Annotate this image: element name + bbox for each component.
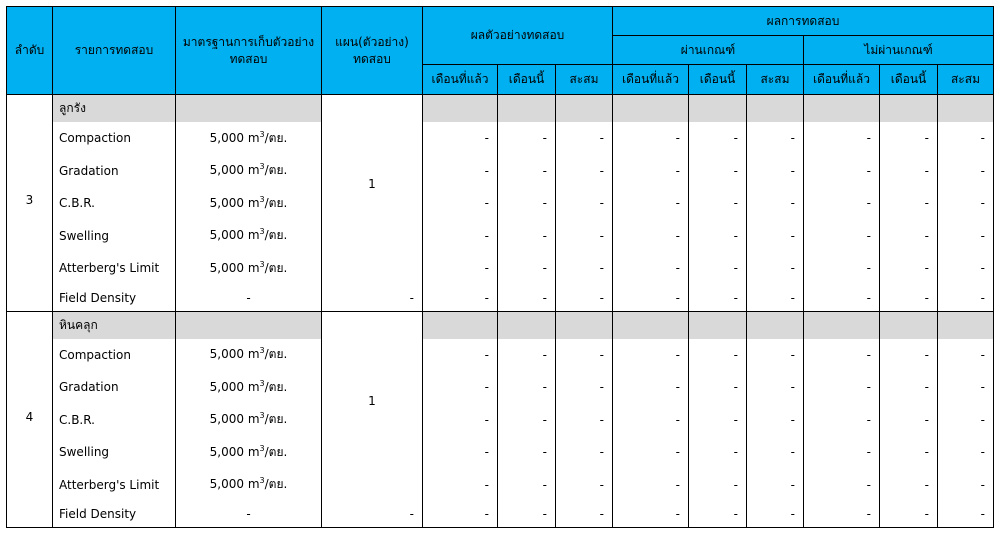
group-seq: 3: [7, 95, 53, 312]
table-row: [7, 371, 994, 404]
result-value: -: [613, 371, 689, 404]
result-value: -: [880, 187, 938, 220]
standard-value: 5,000 $m^3/$ตย.: [176, 436, 322, 469]
result-value: -: [880, 155, 938, 188]
result-value: -: [938, 404, 994, 437]
result-value: -: [423, 501, 498, 528]
result-value: -: [613, 252, 689, 285]
test-item-name: Field Density: [53, 501, 176, 528]
result-value: -: [423, 469, 498, 502]
result-value: -: [880, 122, 938, 155]
result-value: -: [804, 187, 880, 220]
result-value: -: [880, 371, 938, 404]
result-value: -: [556, 436, 613, 469]
result-value: -: [556, 220, 613, 253]
table-row: [7, 469, 994, 502]
header-test-results: ผลการทดสอบ: [613, 7, 994, 36]
plan-dash: -: [409, 290, 414, 305]
result-value: -: [880, 404, 938, 437]
plan-value: 1: [368, 177, 376, 191]
result-value: -: [747, 501, 804, 528]
result-value: -: [938, 220, 994, 253]
standard-value: 5,000 $m^3/$ตย.: [176, 371, 322, 404]
result-value: -: [689, 501, 747, 528]
plan-dash: -: [409, 507, 414, 521]
standard-value: 5,000 $m^3/$ตย.: [176, 339, 322, 372]
result-value: -: [423, 371, 498, 404]
test-item-name: Compaction: [53, 122, 176, 155]
result-value: -: [689, 187, 747, 220]
result-value: -: [938, 436, 994, 469]
result-value: -: [423, 155, 498, 188]
table-row: [7, 155, 994, 188]
group-plan-cell: [322, 311, 423, 528]
result-value: -: [423, 252, 498, 285]
result-value: -: [498, 220, 556, 253]
result-value: -: [747, 155, 804, 188]
result-value: -: [804, 285, 880, 312]
plan-value: 1: [368, 393, 376, 408]
header-pass-this-month: เดือนนี้: [689, 65, 747, 95]
result-value: -: [938, 469, 994, 502]
result-value: -: [556, 404, 613, 437]
test-item-name: C.B.R.: [53, 404, 176, 437]
result-value: -: [556, 371, 613, 404]
table-row: [7, 252, 994, 285]
result-value: -: [613, 220, 689, 253]
result-value: -: [938, 155, 994, 188]
test-item-name: Swelling: [53, 436, 176, 469]
header-item: รายการทดสอบ: [53, 7, 176, 95]
header-fail-cumulative: สะสม: [938, 65, 994, 95]
result-value: -: [498, 436, 556, 469]
result-value: -: [613, 501, 689, 528]
result-value: -: [804, 220, 880, 253]
header-seq: ลำดับ: [7, 7, 53, 95]
result-value: -: [498, 339, 556, 372]
group-seq: 4: [7, 311, 53, 528]
header-sample-prev-month: เดือนที่แล้ว: [423, 65, 498, 95]
result-value: -: [613, 404, 689, 437]
result-value: -: [613, 285, 689, 312]
result-value: -: [613, 122, 689, 155]
header-sample-results: ผลตัวอย่างทดสอบ: [423, 7, 613, 65]
group-name: ลูกรัง: [53, 95, 176, 123]
result-value: -: [498, 371, 556, 404]
result-value: -: [613, 187, 689, 220]
header-fail: ไม่ผ่านเกณฑ์: [804, 36, 994, 65]
result-value: -: [938, 339, 994, 372]
result-value: -: [804, 501, 880, 528]
result-value: -: [423, 404, 498, 437]
standard-value: -: [176, 285, 322, 312]
test-item-name: Compaction: [53, 339, 176, 372]
header-fail-this-month: เดือนนี้: [880, 65, 938, 95]
result-value: -: [556, 339, 613, 372]
result-value: -: [689, 122, 747, 155]
header-plan: แผน(ตัวอย่าง) ทดสอบ: [322, 7, 423, 95]
result-value: -: [498, 155, 556, 188]
result-value: -: [938, 187, 994, 220]
group-row: [7, 95, 994, 123]
table-row: [7, 404, 994, 437]
result-value: -: [880, 285, 938, 312]
group-plan-cell: [322, 95, 423, 312]
table-row: [7, 436, 994, 469]
result-value: -: [804, 122, 880, 155]
header-fail-prev-month: เดือนที่แล้ว: [804, 65, 880, 95]
group-name: หินคลุก: [53, 311, 176, 339]
result-value: -: [747, 371, 804, 404]
result-value: -: [556, 155, 613, 188]
table-row: [7, 187, 994, 220]
result-value: -: [880, 220, 938, 253]
table-body: [7, 95, 994, 528]
standard-value: 5,000 $m^3/$ตย.: [176, 469, 322, 502]
result-value: -: [880, 469, 938, 502]
result-value: -: [747, 220, 804, 253]
table-row: [7, 285, 994, 312]
result-value: -: [556, 469, 613, 502]
result-value: -: [938, 122, 994, 155]
result-value: -: [689, 285, 747, 312]
test-results-sheet: [6, 6, 994, 528]
result-value: -: [804, 252, 880, 285]
table-row: [7, 339, 994, 372]
result-value: -: [689, 155, 747, 188]
result-value: -: [880, 339, 938, 372]
header-sample-cumulative: สะสม: [556, 65, 613, 95]
result-value: -: [747, 404, 804, 437]
result-value: -: [804, 371, 880, 404]
result-value: -: [689, 469, 747, 502]
test-results-table: [6, 6, 994, 528]
table-row: [7, 122, 994, 155]
result-value: -: [938, 371, 994, 404]
result-value: -: [423, 285, 498, 312]
standard-value: 5,000 $m^3/$ตย.: [176, 252, 322, 285]
result-value: -: [498, 285, 556, 312]
result-value: -: [689, 339, 747, 372]
test-item-name: Atterberg's Limit: [53, 252, 176, 285]
test-item-name: C.B.R.: [53, 187, 176, 220]
result-value: -: [498, 187, 556, 220]
result-value: -: [880, 501, 938, 528]
header-pass-cumulative: สะสม: [747, 65, 804, 95]
result-value: -: [613, 339, 689, 372]
result-value: -: [689, 220, 747, 253]
result-value: -: [804, 469, 880, 502]
result-value: -: [423, 187, 498, 220]
header-pass-prev-month: เดือนที่แล้ว: [613, 65, 689, 95]
result-value: -: [689, 252, 747, 285]
header-sample-this-month: เดือนนี้: [498, 65, 556, 95]
standard-value: 5,000 $m^3/$ตย.: [176, 155, 322, 188]
result-value: -: [747, 252, 804, 285]
test-item-name: Swelling: [53, 220, 176, 253]
table-row: [7, 501, 994, 528]
result-value: -: [423, 339, 498, 372]
result-value: -: [498, 252, 556, 285]
result-value: -: [804, 404, 880, 437]
result-value: -: [689, 436, 747, 469]
header-standard: มาตรฐานการเก็บตัวอย่างทดสอบ: [176, 7, 322, 95]
standard-value: 5,000 $m^3/$ตย.: [176, 187, 322, 220]
result-value: -: [747, 122, 804, 155]
result-value: -: [689, 371, 747, 404]
result-value: -: [423, 122, 498, 155]
result-value: -: [938, 285, 994, 312]
test-item-name: Atterberg's Limit: [53, 469, 176, 502]
standard-value: 5,000 $m^3/$ตย.: [176, 220, 322, 253]
result-value: -: [747, 469, 804, 502]
result-value: -: [423, 220, 498, 253]
result-value: -: [498, 469, 556, 502]
result-value: -: [804, 436, 880, 469]
standard-value: 5,000 $m^3/$ตย.: [176, 404, 322, 437]
result-value: -: [804, 339, 880, 372]
test-item-name: Gradation: [53, 371, 176, 404]
header-pass: ผ่านเกณฑ์: [613, 36, 804, 65]
result-value: -: [938, 252, 994, 285]
result-value: -: [804, 155, 880, 188]
standard-value: 5,000 $m^3/$ตย.: [176, 122, 322, 155]
test-item-name: Field Density: [53, 285, 176, 312]
group-row: [7, 311, 994, 339]
result-value: -: [689, 404, 747, 437]
result-value: -: [880, 252, 938, 285]
result-value: -: [498, 122, 556, 155]
result-value: -: [556, 285, 613, 312]
result-value: -: [747, 285, 804, 312]
table-header: [7, 7, 994, 95]
result-value: -: [747, 339, 804, 372]
table-row: [7, 220, 994, 253]
result-value: -: [556, 187, 613, 220]
result-value: -: [423, 436, 498, 469]
result-value: -: [498, 501, 556, 528]
result-value: -: [880, 436, 938, 469]
result-value: -: [938, 501, 994, 528]
standard-value: -: [176, 501, 322, 528]
result-value: -: [747, 436, 804, 469]
result-value: -: [613, 436, 689, 469]
result-value: -: [556, 122, 613, 155]
result-value: -: [556, 501, 613, 528]
result-value: -: [613, 155, 689, 188]
result-value: -: [556, 252, 613, 285]
test-item-name: Gradation: [53, 155, 176, 188]
result-value: -: [613, 469, 689, 502]
result-value: -: [498, 404, 556, 437]
result-value: -: [747, 187, 804, 220]
